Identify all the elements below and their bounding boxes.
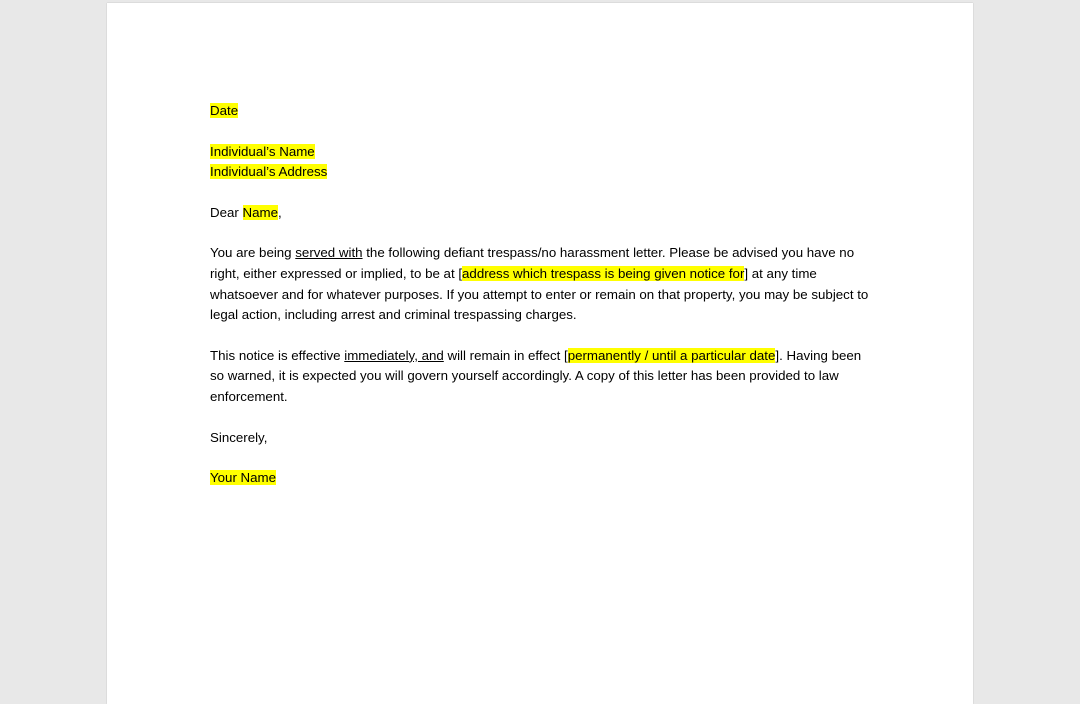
recipient-address-line xyxy=(210,162,874,183)
salutation-prefix: Dear xyxy=(210,204,243,220)
paragraph2-part3: ]. Having been so warned, it is expected you will govern yourself accordingly. A copy of this letter has been provided to law enforcement. xyxy=(210,347,862,404)
body-paragraph-1 xyxy=(210,243,874,325)
address-placeholder: address which trespass is being given notice for xyxy=(462,265,745,281)
recipient-name-placeholder: Individual’s Name xyxy=(210,143,315,159)
document-page xyxy=(107,3,973,704)
body-paragraph-2 xyxy=(210,346,874,408)
paragraph2-part1: This notice is effective xyxy=(210,347,345,363)
recipient-address-placeholder: Individual’s Address xyxy=(210,164,328,180)
date-line xyxy=(210,101,874,122)
recipient-name-line xyxy=(210,142,874,163)
paragraph2-part2: will remain in effect [ xyxy=(443,347,568,363)
signature-name-placeholder: Your Name xyxy=(210,470,277,486)
salutation-suffix: , xyxy=(278,204,282,220)
served-with-underlined: served with xyxy=(295,245,363,261)
date-placeholder: Date xyxy=(210,103,239,118)
immediately-and-underlined: immediately, and xyxy=(344,347,444,363)
document-text-body xyxy=(210,101,874,509)
closing-line: Sincerely, xyxy=(210,429,268,445)
salutation-name-placeholder: Name xyxy=(242,204,278,220)
salutation-line xyxy=(210,203,874,224)
duration-placeholder: permanently / until a particular date xyxy=(567,347,776,363)
paragraph1-part2: the following defiant trespass/no harassment letter. Please be advised you have no right, either expressed or implied, to be at [ xyxy=(210,245,855,281)
paragraph1-part3: ] at any time whatsoever and for whatever purposes. If you attempt to enter or remain on that property, you may be subject to legal action, including arrest and criminal trespassing charges. xyxy=(210,265,869,323)
paragraph1-part1: You are being xyxy=(210,245,296,261)
signature-line xyxy=(210,468,874,489)
